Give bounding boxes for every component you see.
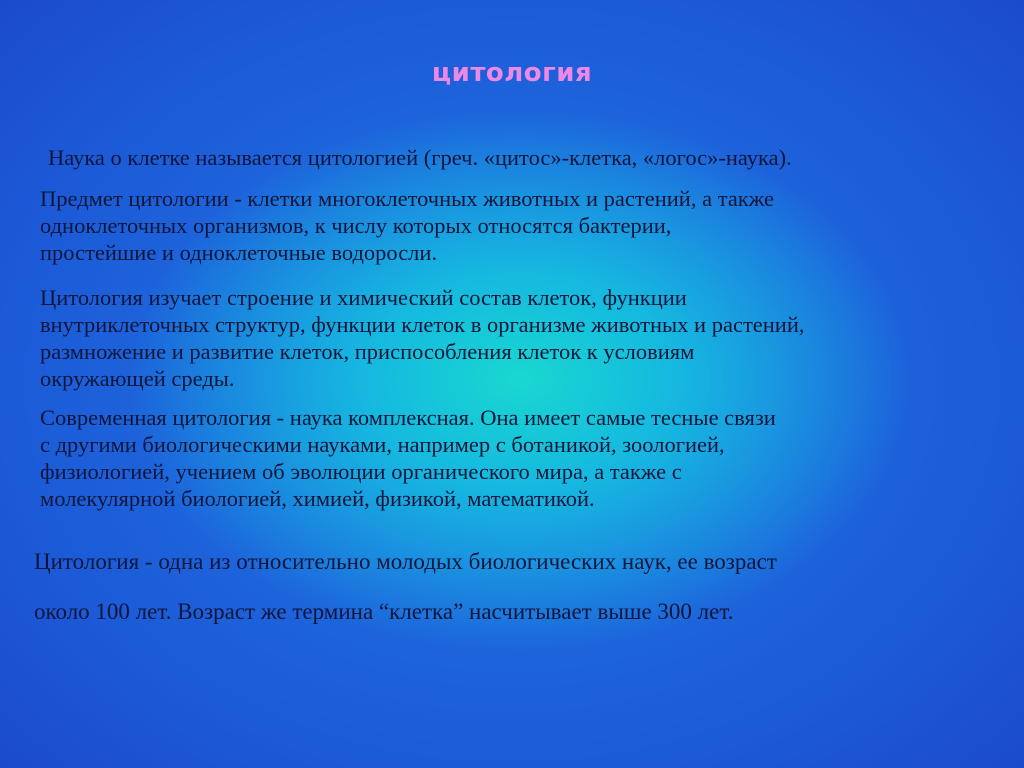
paragraph-age-line-2: около 100 лет. Возраст же термина “клетка” насчитывает выше 300 лет.: [34, 599, 734, 624]
paragraph-age-line-1: Цитология - одна из относительно молодых биологических наук, ее возраст: [34, 549, 777, 574]
slide-title: цитология: [431, 58, 593, 88]
paragraph-definition: Наука о клетке называется цитологией (греч. «цитос»-клетка, «логос»-наука).: [48, 145, 792, 170]
paragraph-study-scope: Цитология изучает строение и химический состав клеток, функции внутриклеточных структур, функции клеток в организме животных и растений, размножение и развитие клеток, приспособления клеток к условиям окружающей среды.: [40, 285, 805, 391]
paragraph-subject: Предмет цитологии - клетки многоклеточных животных и растений, а также одноклеточных организмов, к числу которых относятся бактерии, простейшие и одноклеточные водоросли.: [40, 186, 774, 265]
paragraph-modern-cytology: Современная цитология - наука комплексная. Она имеет самые тесные связи с другими биологическими науками, например с ботаникой, зоологией, физиологией, учением об эволюции органического мира, а также с молекулярной биологией, химией, физикой, математикой.: [40, 405, 776, 511]
